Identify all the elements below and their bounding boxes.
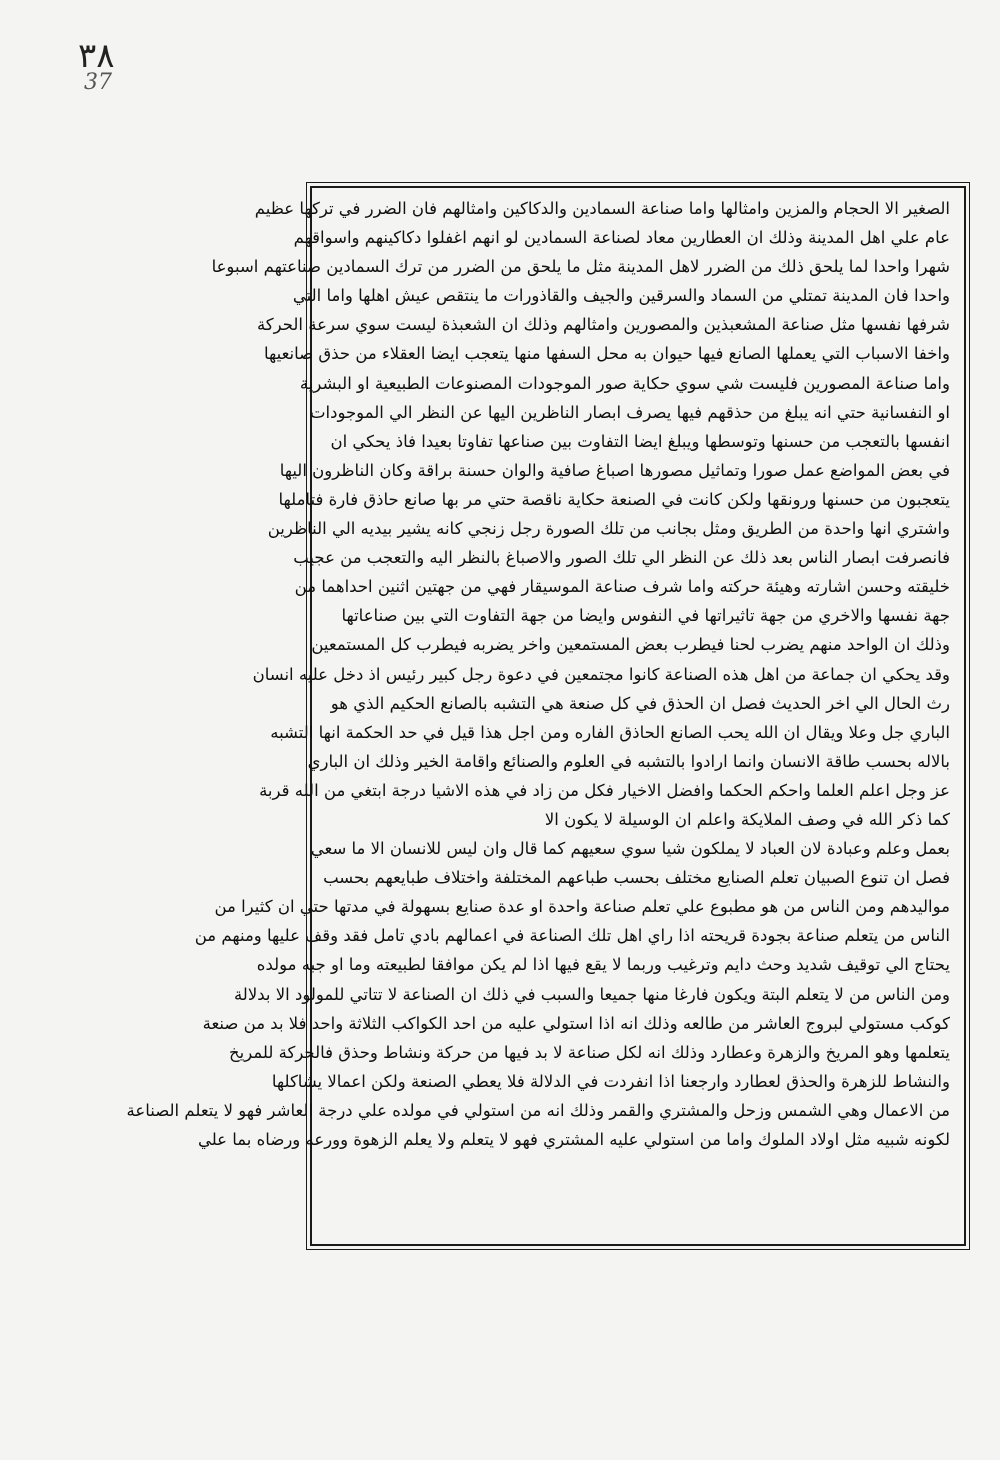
text-line: كما ذكر الله في وصف الملايكة واعلم ان الوسيلة لا يكون الا (544, 809, 950, 829)
text-line: الناس من يتعلم صناعة بجودة قريحته اذا راي اهل تلك الصناعة في اعمالهم بادي تامل فقد وقف عليها ومنهم من (194, 926, 950, 946)
text-line: فصل ان تنوع الصبيان تعلم الصنايع مختلف بحسب طباعهم المختلفة واختلاف طبايعهم بحسب (323, 868, 950, 888)
text-line: شهرا واحدا لما يلحق ذلك من الضرر لاهل المدينة مثل ما يلحق من الضرر من ترك السمادين صناعتهم اسبوعا (211, 257, 950, 277)
text-line: وقد يحكي ان جماعة من اهل هذه الصناعة كانوا مجتمعين في دعوة رجل كبير رئيس اذ دخل عليه انسان (252, 664, 950, 684)
text-line: بعمل وعلم وعبادة لان العباد لا يملكون شيا سوي سعيهم كما قال وان ليس للانسان الا ما سعي (310, 839, 950, 859)
text-line: شرفها نفسها مثل صناعة المشعبذين والمصورين وامثالهم وذلك ان الشعبذة ليست سوي سرعة الحركة (256, 315, 950, 335)
text-line: خليقته وحسن اشارته وهيئة حركته واما شرف صناعة الموسيقار فهي من جهتين اثنين احداهما من (294, 577, 950, 597)
folio-note: 37 (84, 70, 112, 95)
manuscript-text-block (126, 186, 966, 1246)
page-number: ٣٨ (78, 36, 115, 76)
text-line: يتعجبون من حسنها ورونقها ولكن كانت في الصنعة حكاية ناقصة حتي مر بها صانع حاذق فارة فتاملها (278, 489, 950, 509)
text-line: كوكب مستولي لبروج العاشر من طالعه وذلك انه اذا استولي عليه من احد الكواكب الثلاثة واحد فلا بد من صنعة (202, 1013, 950, 1033)
text-line: فانصرفت ابصار الناس بعد ذلك عن النظر الي تلك الصور والاصباغ بالنظر اليه والتعجب من عجيب (293, 548, 950, 568)
text-line: يتعلمها وهو المريخ والزهرة وعطارد وذلك انه لكل صناعة لا بد فيها من حركة ونشاط وحذق فالحركة للمريخ (229, 1042, 950, 1062)
text-line: واما صناعة المصورين فليست شي سوي حكاية صور الموجودات المصنوعات الطبيعية او البشرية (299, 373, 950, 393)
text-line: والنشاط للزهرة والحذق لعطارد وارجعنا اذا انفردت في الدلالة فلا يعطي الصنعة ولكن اعمالا يشاكلها (271, 1071, 950, 1091)
text-line: جهة نفسها والاخري من جهة تاثيراتها في النفوس وايضا من جهة التفاوت التي بين صناعاتها (341, 606, 950, 626)
text-line: يحتاج الي توقيف شديد وحث دايم وترغيب وربما لا يقع فيها اذا لم يكن موافقا لطبيعته وما او جبه مولده (256, 955, 950, 975)
text-line: وذلك ان الواحد منهم يضرب لحنا فيطرب بعض المستمعين واخر يضربه فيطرب كل المستمعين (311, 635, 950, 655)
text-line: انفسها بالتعجب من حسنها وتوسطها ويبلغ ايضا التفاوت بين صناعها تفاوتا بعيدا فاذ يحكي ان (330, 431, 950, 451)
text-line: من الاعمال وهي الشمس وزحل والمشتري والقمر وذلك انه من استولي في مولده علي درجة العاشر فهو لا يتعلم الصناعة (126, 1100, 950, 1120)
text-line: عام علي اهل المدينة وذلك ان العطارين معاد لصناعة السمادين لو انهم اغفلوا دكاكينهم واسواقهم (293, 228, 950, 248)
text-line: او النفسانية حتي انه يبلغ من حذقهم فيها يصرف ابصار الناظرين اليها عن النظر الي الموجودات (309, 402, 950, 422)
text-line: رث الحال الي اخر الحديث فصل ان الحذق في كل صنعة هي التشبه بالصانع الحكيم الذي هو (330, 693, 950, 713)
text-line: واخفا الاسباب التي يعملها الصانع فيها حيوان به محل السفها منها يتعجب ايضا العقلاء من حذق صانعيها (263, 344, 950, 364)
text-line: الباري جل وعلا ويقال ان الله يحب الصانع الحاذق الفاره ومن اجل هذا قيل في حد الحكمة انها التشبه (270, 722, 950, 742)
text-line: واحدا فان المدينة تمتلي من السماد والسرقين والجيف والقاذورات ما ينتقص عيش اهلها واما التي (292, 286, 950, 306)
text-line: واشتري انها واحدة من الطريق ومثل بجانب من تلك الصورة رجل زنجي كانه يشير بيديه الي الناظرين (267, 519, 950, 539)
text-line: عز وجل اعلم العلما واحكم الحكما وافضل الاخيار فكل من زاد في هذه الاشيا درجة ابتغي من الله قربة (259, 780, 950, 800)
text-line: ومن الناس من لا يتعلم البتة ويكون فارغا منها جميعا والسبب في ذلك ان الصناعة لا تتاتي للمولود الا بدلالة (233, 984, 950, 1004)
text-line: الصغير الا الحجام والمزين وامثالها واما صناعة السمادين والدكاكين وامثالهم فان الضرر في تركها عظيم (254, 199, 950, 218)
text-line: مواليدهم ومن الناس من هو مطبوع علي تعلم صناعة واحدة او عدة صنايع بسهولة في مدتها حتي ان كثيرا من (214, 897, 950, 917)
text-line: بالاله بحسب طاقة الانسان وانما ارادوا بالتشبه في العلوم والصنائع واقامة الخير وذلك ان الباري (307, 751, 950, 771)
text-line: في بعض المواضع عمل صورا وتماثيل مصورها اصباغ صافية والوان حسنة براقة وكان الناظرون اليها (279, 460, 950, 480)
text-line: لكونه شبيه مثل اولاد الملوك واما من استولي عليه المشتري فهو لا يتعلم ولا يعلم الزهوة وورعه ورضاه بما علي (197, 1130, 950, 1149)
